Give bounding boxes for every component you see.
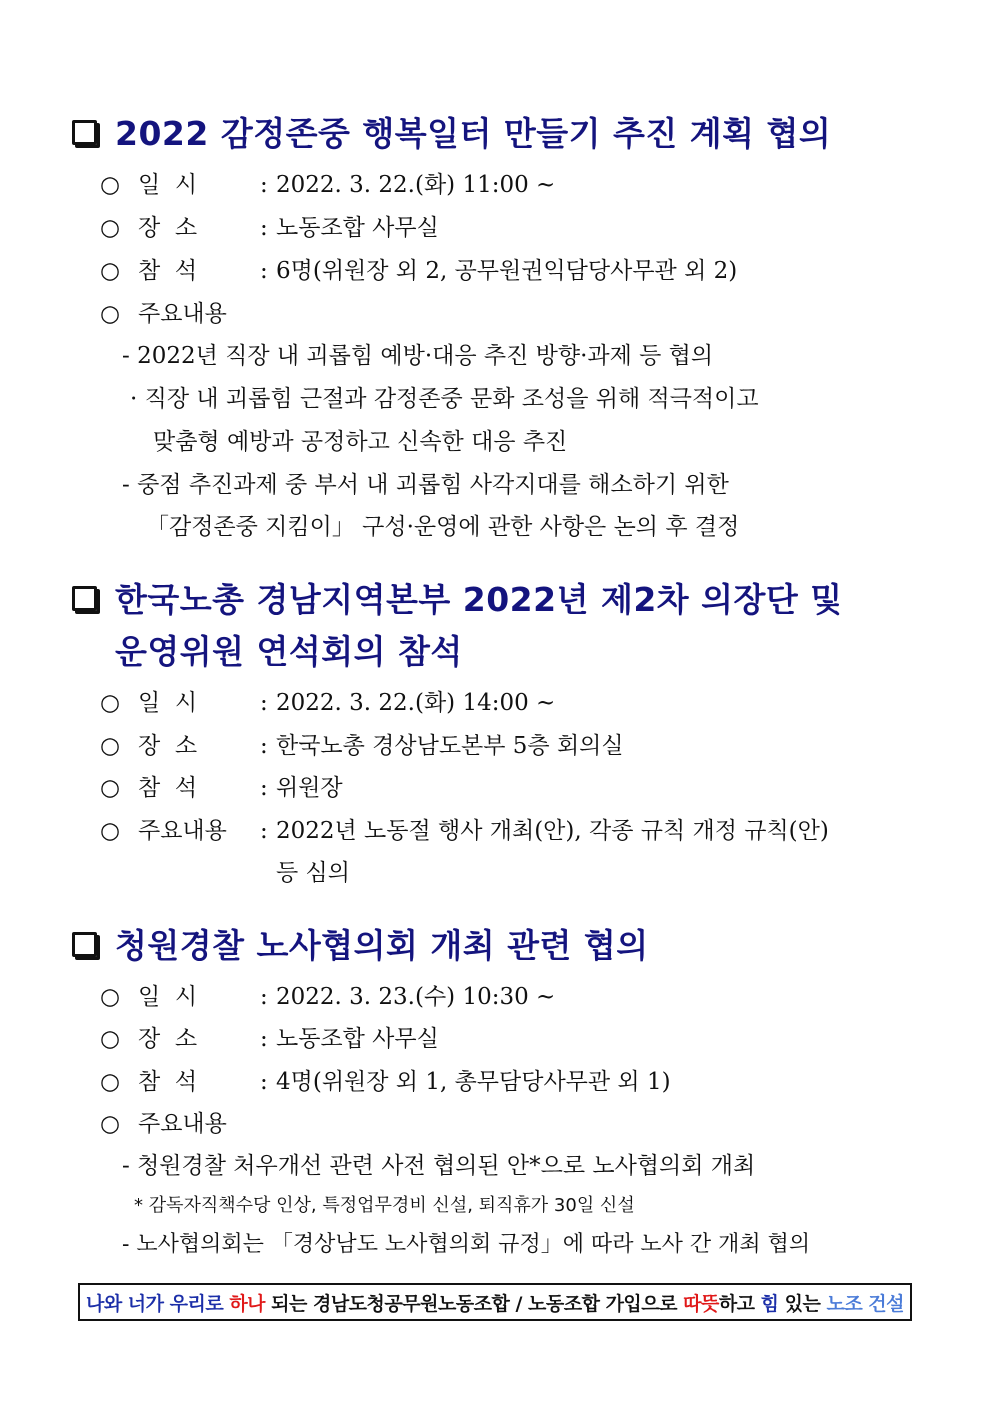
section-3-title: 청원경찰 노사협의회 개최 관련 협의 bbox=[115, 926, 649, 965]
attend-label: 참 석 bbox=[138, 775, 198, 801]
checkbox-square-icon bbox=[72, 586, 97, 611]
section-3-content-row bbox=[100, 1109, 227, 1139]
section-1-date-row: ○ 일 시 : 2022. 3. 22.(화) 11:00 ~ bbox=[100, 172, 556, 198]
place-label: 장 소 bbox=[138, 733, 198, 759]
place-value: 노동조합 사무실 bbox=[276, 215, 439, 241]
section-2-content-row: ○ 주요내용 : 2022년 노동절 행사 개최(안), 각종 규칙 개정 규칙(안) bbox=[100, 818, 829, 844]
section-1-place-row: ○ 장 소 : 노동조합 사무실 bbox=[100, 215, 439, 241]
bullet-circle-icon: ○ bbox=[100, 1111, 121, 1137]
attend-value: 6명(위원장 외 2, 공무원권익담당사무관 외 2) bbox=[276, 258, 738, 284]
content-value: 2022년 노동절 행사 개최(안), 각종 규칙 개정 규칙(안) bbox=[276, 818, 829, 844]
section-3-content-line-2: - 노사협의회는 「경상남도 노사협의회 규정」에 따라 노사 간 개최 협의 bbox=[122, 1232, 811, 1257]
section-2-place-row: ○ 장 소 : 한국노총 경상남도본부 5층 회의실 bbox=[100, 733, 624, 759]
content-label: 주요내용 bbox=[138, 1111, 227, 1137]
section-3-place-row: ○ 장 소 : 노동조합 사무실 bbox=[100, 1026, 439, 1052]
union-slogan-banner bbox=[78, 1283, 912, 1321]
slogan-part-8: 노조 건설 bbox=[826, 1292, 904, 1315]
attend-label: 참 석 bbox=[138, 258, 198, 284]
slogan-part-5: 하고 bbox=[718, 1292, 761, 1315]
section-1-attend-row: ○ 참 석 : 6명(위원장 외 2, 공무원권익담당사무관 외 2) bbox=[100, 258, 738, 284]
section-1-content-line-4: - 중점 추진과제 중 부서 내 괴롭힘 사각지대를 해소하기 위한 bbox=[122, 472, 729, 498]
slogan-part-2: 하나 bbox=[229, 1292, 266, 1315]
bullet-circle-icon: ○ bbox=[100, 818, 121, 844]
date-value: 2022. 3. 22.(화) 11:00 ~ bbox=[276, 172, 556, 198]
checkbox-square-icon bbox=[72, 120, 97, 145]
bullet-circle-icon: ○ bbox=[100, 984, 121, 1010]
section-2-title-line-1: 한국노총 경남지역본부 2022년 제2차 의장단 및 bbox=[115, 580, 843, 619]
section-2-title-line-2: 운영위원 연석회의 참석 bbox=[115, 632, 463, 671]
bullet-circle-icon: ○ bbox=[100, 775, 121, 801]
bullet-circle-icon: ○ bbox=[100, 1026, 121, 1052]
attend-value: 위원장 bbox=[276, 775, 343, 801]
date-label: 일 시 bbox=[138, 984, 198, 1010]
bullet-circle-icon: ○ bbox=[100, 733, 121, 759]
bullet-circle-icon: ○ bbox=[100, 690, 121, 716]
section-1-content-line-5: 「감정존중 지킴이」 구성·운영에 관한 사항은 논의 후 결정 bbox=[146, 514, 740, 540]
section-1-content-row bbox=[100, 299, 227, 329]
bullet-circle-icon: ○ bbox=[100, 258, 121, 284]
section-3-content-line-1: - 청원경찰 처우개선 관련 사전 협의된 안*으로 노사협의회 개최 bbox=[122, 1153, 756, 1179]
section-3-heading bbox=[72, 920, 649, 972]
section-3-attend-row: ○ 참 석 : 4명(위원장 외 1, 총무담당사무관 외 1) bbox=[100, 1069, 671, 1095]
section-1-content-line-1: - 2022년 직장 내 괴롭힘 예방·대응 추진 방향·과제 등 협의 bbox=[122, 343, 714, 369]
slogan-part-7: 있는 bbox=[778, 1292, 827, 1315]
date-label: 일 시 bbox=[138, 690, 198, 716]
bullet-circle-icon: ○ bbox=[100, 1069, 121, 1095]
attend-label: 참 석 bbox=[138, 1069, 198, 1095]
slogan-part-1: 나와 너가 우리로 bbox=[85, 1292, 230, 1315]
date-label: 일 시 bbox=[138, 172, 198, 198]
section-1-title: 2022 감정존중 행복일터 만들기 추진 계획 협의 bbox=[115, 114, 832, 153]
section-2-content-line-2: 등 심의 bbox=[276, 860, 350, 886]
place-value: 한국노총 경상남도본부 5층 회의실 bbox=[276, 733, 624, 759]
date-value: 2022. 3. 22.(화) 14:00 ~ bbox=[276, 690, 556, 716]
slogan-part-3: 되는 경남도청공무원노동조합 / 노동조합 가입으로 bbox=[265, 1292, 684, 1315]
bullet-circle-icon: ○ bbox=[100, 301, 121, 327]
section-1-content-line-2: · 직장 내 괴롭힘 근절과 감정존중 문화 조성을 위해 적극적이고 bbox=[130, 386, 759, 412]
date-value: 2022. 3. 23.(수) 10:30 ~ bbox=[276, 984, 556, 1010]
content-label: 주요내용 bbox=[138, 301, 227, 327]
checkbox-square-icon bbox=[72, 932, 97, 957]
slogan-part-6: 힘 bbox=[760, 1292, 779, 1315]
section-2-date-row: ○ 일 시 : 2022. 3. 22.(화) 14:00 ~ bbox=[100, 690, 556, 716]
attend-value: 4명(위원장 외 1, 총무담당사무관 외 1) bbox=[276, 1069, 671, 1095]
slogan-part-4: 따뜻 bbox=[683, 1292, 719, 1315]
place-label: 장 소 bbox=[138, 215, 198, 241]
section-3-date-row: ○ 일 시 : 2022. 3. 23.(수) 10:30 ~ bbox=[100, 984, 556, 1010]
place-value: 노동조합 사무실 bbox=[276, 1026, 439, 1052]
section-1-content-line-3: 맞춤형 예방과 공정하고 신속한 대응 추진 bbox=[153, 429, 568, 455]
bullet-circle-icon: ○ bbox=[100, 215, 121, 241]
content-label: 주요내용 bbox=[138, 818, 227, 844]
bullet-circle-icon: ○ bbox=[100, 172, 121, 198]
section-2-attend-row: ○ 참 석 : 위원장 bbox=[100, 775, 343, 801]
section-2-heading bbox=[72, 574, 843, 678]
section-1-heading bbox=[72, 108, 831, 160]
section-3-footnote: * 감독자직책수당 인상, 특정업무경비 신설, 퇴직휴가 30일 신설 bbox=[134, 1195, 635, 1216]
place-label: 장 소 bbox=[138, 1026, 198, 1052]
